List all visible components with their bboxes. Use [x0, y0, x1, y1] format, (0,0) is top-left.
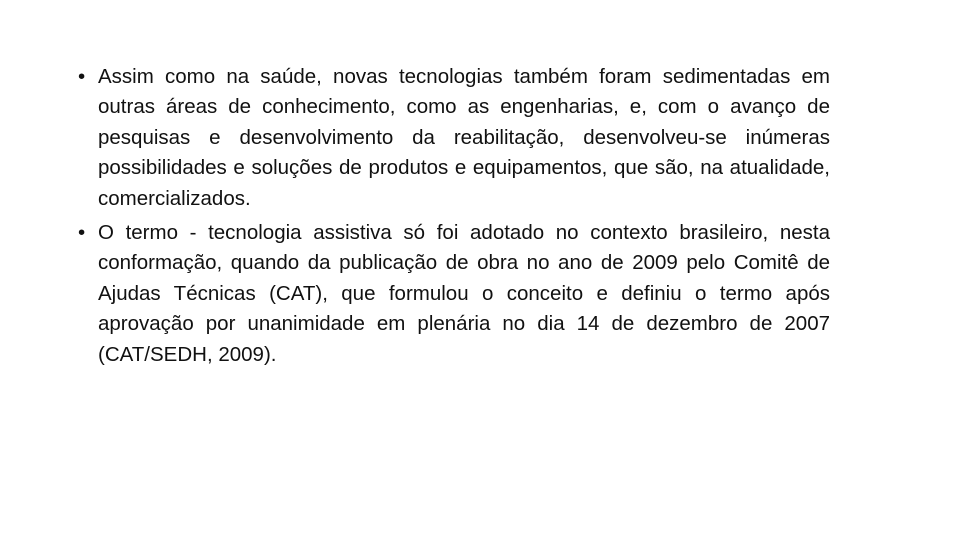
bullet-text-2: O termo - tecnologia assistiva só foi adotado no contexto brasileiro, nesta conformação, quando da publicação de obra no ano de 2009 pelo Comitê de Ajudas Técnicas (CAT), que formulou o conceito e definiu o termo após aprovação por unanimidade em plenária no dia 14 de dezembro de 2007 (CAT/SEDH, 2009).	[98, 221, 830, 366]
bullet-text-1: Assim como na saúde, novas tecnologias também foram sedimentadas em outras áreas de conhecimento, como as engenharias, e, com o avanço de pesquisas e desenvolvimento da reabilitação, desenvolveu-se inúmeras possibilidades e soluções de produtos e equipamentos, que são, na atualidade, comercializados.	[98, 65, 830, 210]
bullet-marker: •	[78, 221, 86, 245]
bullet-list	[78, 62, 830, 374]
bullet-item-2	[78, 218, 830, 370]
bullet-marker: •	[78, 65, 86, 88]
bullet-item-1	[78, 62, 830, 214]
